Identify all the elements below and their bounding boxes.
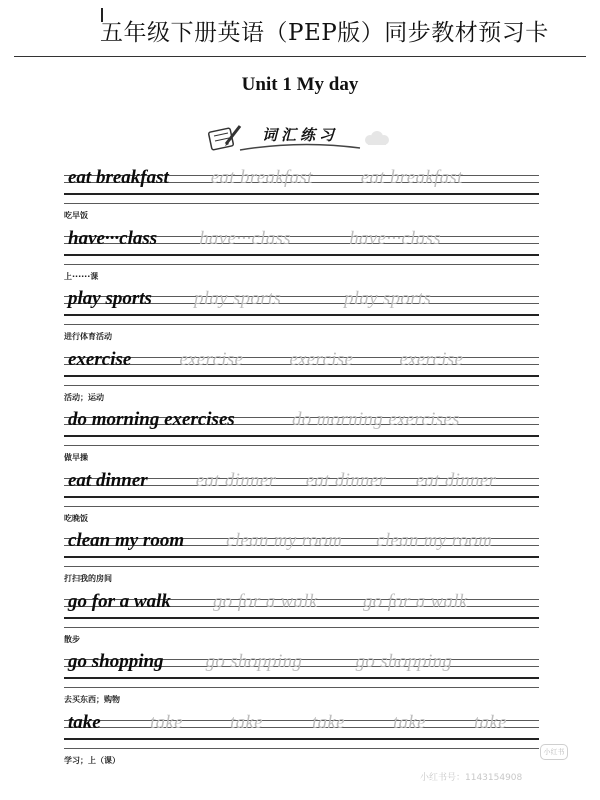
writing-line bbox=[64, 324, 539, 325]
vocab-row bbox=[0, 227, 600, 287]
writing-line bbox=[64, 738, 539, 740]
header-rule bbox=[14, 56, 586, 57]
watermark-logo: 小红书 bbox=[540, 744, 568, 760]
trace-word: exercise bbox=[399, 348, 464, 370]
vocab-word: eat dinner bbox=[68, 469, 148, 491]
vocab-row bbox=[0, 650, 600, 710]
writing-line bbox=[64, 727, 539, 728]
section-label: 词汇练习 bbox=[262, 126, 339, 144]
writing-line bbox=[64, 677, 539, 679]
vocab-meaning: 去买东西；购物 bbox=[64, 695, 120, 704]
trace-word: go for a walk bbox=[212, 590, 318, 612]
page-title: 五年级下册英语（PEP版）同步教材预习卡 bbox=[100, 20, 549, 46]
trace-word: go for a walk bbox=[362, 590, 468, 612]
trace-word: eat dinner bbox=[415, 469, 497, 491]
vocab-row bbox=[0, 166, 600, 226]
trace-word: exercise bbox=[179, 348, 244, 370]
writing-line bbox=[64, 375, 539, 377]
writing-line bbox=[64, 748, 539, 749]
trace-word: have···class bbox=[199, 227, 291, 249]
vocab-row bbox=[0, 590, 600, 650]
vocab-meaning: 进行体育活动 bbox=[64, 332, 112, 341]
vocab-row bbox=[0, 287, 600, 347]
vocab-word: go shopping bbox=[68, 651, 164, 672]
vocab-word: eat breakfast bbox=[68, 167, 169, 188]
vocab-word: do morning exercises bbox=[68, 409, 235, 430]
cloud-icon bbox=[365, 131, 389, 145]
vocab-meaning: 上······课 bbox=[64, 271, 99, 281]
writing-line bbox=[64, 385, 539, 386]
trace-word: go shopping bbox=[205, 651, 303, 672]
writing-line bbox=[64, 617, 539, 619]
trace-word: have···class bbox=[349, 227, 441, 249]
writing-line bbox=[64, 193, 539, 195]
writing-line bbox=[64, 687, 539, 688]
trace-word: clean my room bbox=[376, 530, 493, 551]
vocab-meaning: 散步 bbox=[64, 634, 80, 644]
writing-line bbox=[64, 445, 539, 446]
vocab-row bbox=[0, 711, 600, 771]
writing-line bbox=[64, 506, 539, 507]
trace-word: play sports bbox=[193, 288, 282, 309]
trace-word: play sports bbox=[343, 288, 432, 309]
trace-word: take bbox=[150, 711, 183, 733]
writing-line bbox=[64, 720, 539, 721]
vocab-meaning: 吃晚饭 bbox=[64, 513, 88, 523]
trace-word: take bbox=[474, 711, 507, 733]
banner-swoosh bbox=[240, 144, 360, 150]
writing-line bbox=[64, 314, 539, 316]
vocab-row bbox=[0, 408, 600, 468]
vocab-meaning: 吃早饭 bbox=[64, 211, 88, 220]
vocab-meaning: 打扫我的房间 bbox=[64, 574, 112, 583]
writing-line bbox=[64, 435, 539, 437]
unit-title: Unit 1 My day bbox=[241, 74, 359, 95]
writing-line bbox=[64, 203, 539, 204]
writing-line bbox=[64, 556, 539, 558]
vocab-row bbox=[0, 469, 600, 529]
vocab-word: have···class bbox=[68, 227, 158, 249]
vocab-word: go for a walk bbox=[68, 590, 171, 612]
writing-line bbox=[64, 254, 539, 256]
trace-word: eat dinner bbox=[195, 469, 277, 491]
vocab-row bbox=[0, 348, 600, 408]
writing-line bbox=[64, 264, 539, 265]
writing-line bbox=[64, 627, 539, 628]
trace-word: go shopping bbox=[355, 651, 453, 672]
vocab-word: play sports bbox=[68, 288, 152, 309]
writing-line bbox=[64, 496, 539, 498]
trace-word: take bbox=[230, 711, 263, 733]
writing-line bbox=[64, 566, 539, 567]
trace-word: exercise bbox=[289, 348, 354, 370]
vocab-meaning: 活动；运动 bbox=[64, 392, 104, 402]
trace-word: do morning exercises bbox=[292, 409, 460, 430]
vocab-meaning: 做早操 bbox=[64, 453, 88, 462]
trace-word: eat dinner bbox=[305, 469, 387, 491]
trace-word: eat breakfast bbox=[210, 167, 313, 188]
trace-word: take bbox=[393, 711, 426, 733]
pencil-notebook-icon bbox=[208, 126, 240, 150]
vocab-word: take bbox=[68, 711, 101, 733]
vocab-word: exercise bbox=[68, 348, 132, 370]
vocab-meaning: 学习；上（课） bbox=[64, 755, 120, 765]
vocab-word: clean my room bbox=[68, 530, 185, 551]
trace-word: take bbox=[312, 711, 345, 733]
trace-word: eat breakfast bbox=[360, 167, 463, 188]
vocab-row bbox=[0, 529, 600, 589]
trace-word: clean my room bbox=[226, 530, 343, 551]
watermark-text: 小红书号：1143154908 bbox=[420, 773, 523, 783]
